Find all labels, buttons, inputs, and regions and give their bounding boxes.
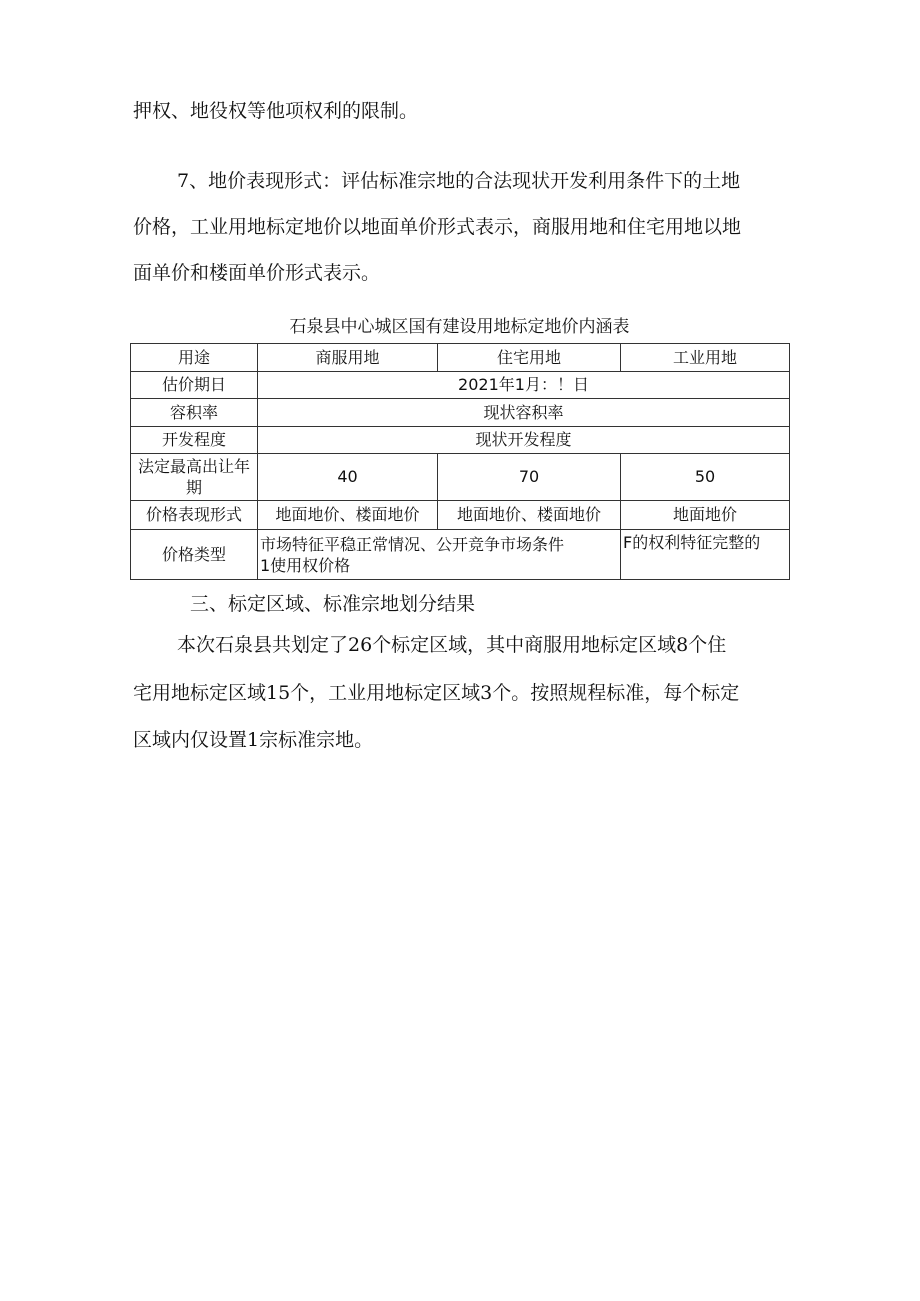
table-header-row [131, 344, 790, 372]
table-row-price-type [131, 530, 790, 580]
term-industrial: 50 [621, 454, 790, 501]
price-type-industrial: F的权利特征完整的 [621, 530, 790, 580]
row-label: 估价期日 [131, 372, 258, 399]
valuation-date-value: 2021年1月：！日 [258, 372, 790, 399]
text-line: 价格，工业用地标定地价以地面单价形式表示，商服用地和住宅用地以地 [133, 216, 742, 238]
text-line: 押权、地役权等他项权利的限制。 [133, 100, 419, 122]
text-line: 区域内仅设置1宗标准宗地。 [133, 729, 374, 751]
heading-text: 三、标定区域、标准宗地划分结果 [190, 593, 476, 615]
paragraph-zoning-result [133, 630, 793, 660]
table-row-price-form [131, 501, 790, 530]
text-line: 本次石泉县共划定了26个标定区域，其中商服用地标定区域8个住 [177, 634, 727, 656]
header-cell-commercial: 商服用地 [258, 344, 438, 372]
text-line: 7、地价表现形式：评估标准宗地的合法现状开发利用条件下的土地 [177, 170, 741, 192]
plot-ratio-value: 现状容积率 [258, 399, 790, 427]
paragraph-price-form-cont-2 [133, 258, 793, 288]
header-cell-residential: 住宅用地 [438, 344, 621, 372]
price-type-value [258, 530, 621, 580]
development-value: 现状开发程度 [258, 427, 790, 454]
table-caption: 石泉县中心城区国有建设用地标定地价内涵表 [289, 317, 630, 337]
row-label: 容积率 [131, 399, 258, 427]
paragraph-price-form-cont-1 [133, 212, 793, 242]
price-type-line-1: 市场特征平稳正常情况、公开竞争市场条件 [260, 534, 565, 554]
table-row-term [131, 454, 790, 501]
land-price-connotation-table [130, 343, 790, 580]
price-form-residential: 地面地价、楼面地价 [438, 501, 621, 530]
table-row-valuation-date [131, 372, 790, 399]
term-commercial: 40 [258, 454, 438, 501]
row-label: 价格类型 [131, 530, 258, 580]
table-row-development [131, 427, 790, 454]
row-label: 开发程度 [131, 427, 258, 454]
text-line: 面单价和楼面单价形式表示。 [133, 262, 381, 284]
header-cell-industrial: 工业用地 [621, 344, 790, 372]
price-form-industrial: 地面地价 [621, 501, 790, 530]
header-cell-use: 用途 [131, 344, 258, 372]
text-line: 宅用地标定区域15个，工业用地标定区域3个。按照规程标准，每个标定 [133, 682, 740, 704]
row-label: 法定最高出让年期 [131, 454, 258, 501]
term-residential: 70 [438, 454, 621, 501]
paragraph-zoning-result-cont-2 [133, 725, 793, 755]
paragraph-price-form [133, 166, 793, 196]
section-heading-3 [133, 589, 793, 619]
table-row-plot-ratio [131, 399, 790, 427]
price-type-line-2: 1使用权价格 [260, 555, 351, 575]
paragraph-zoning-result-cont-1 [133, 678, 793, 708]
paragraph-mortgage-restriction [133, 96, 793, 126]
row-label: 价格表现形式 [131, 501, 258, 530]
price-form-commercial: 地面地价、楼面地价 [258, 501, 438, 530]
